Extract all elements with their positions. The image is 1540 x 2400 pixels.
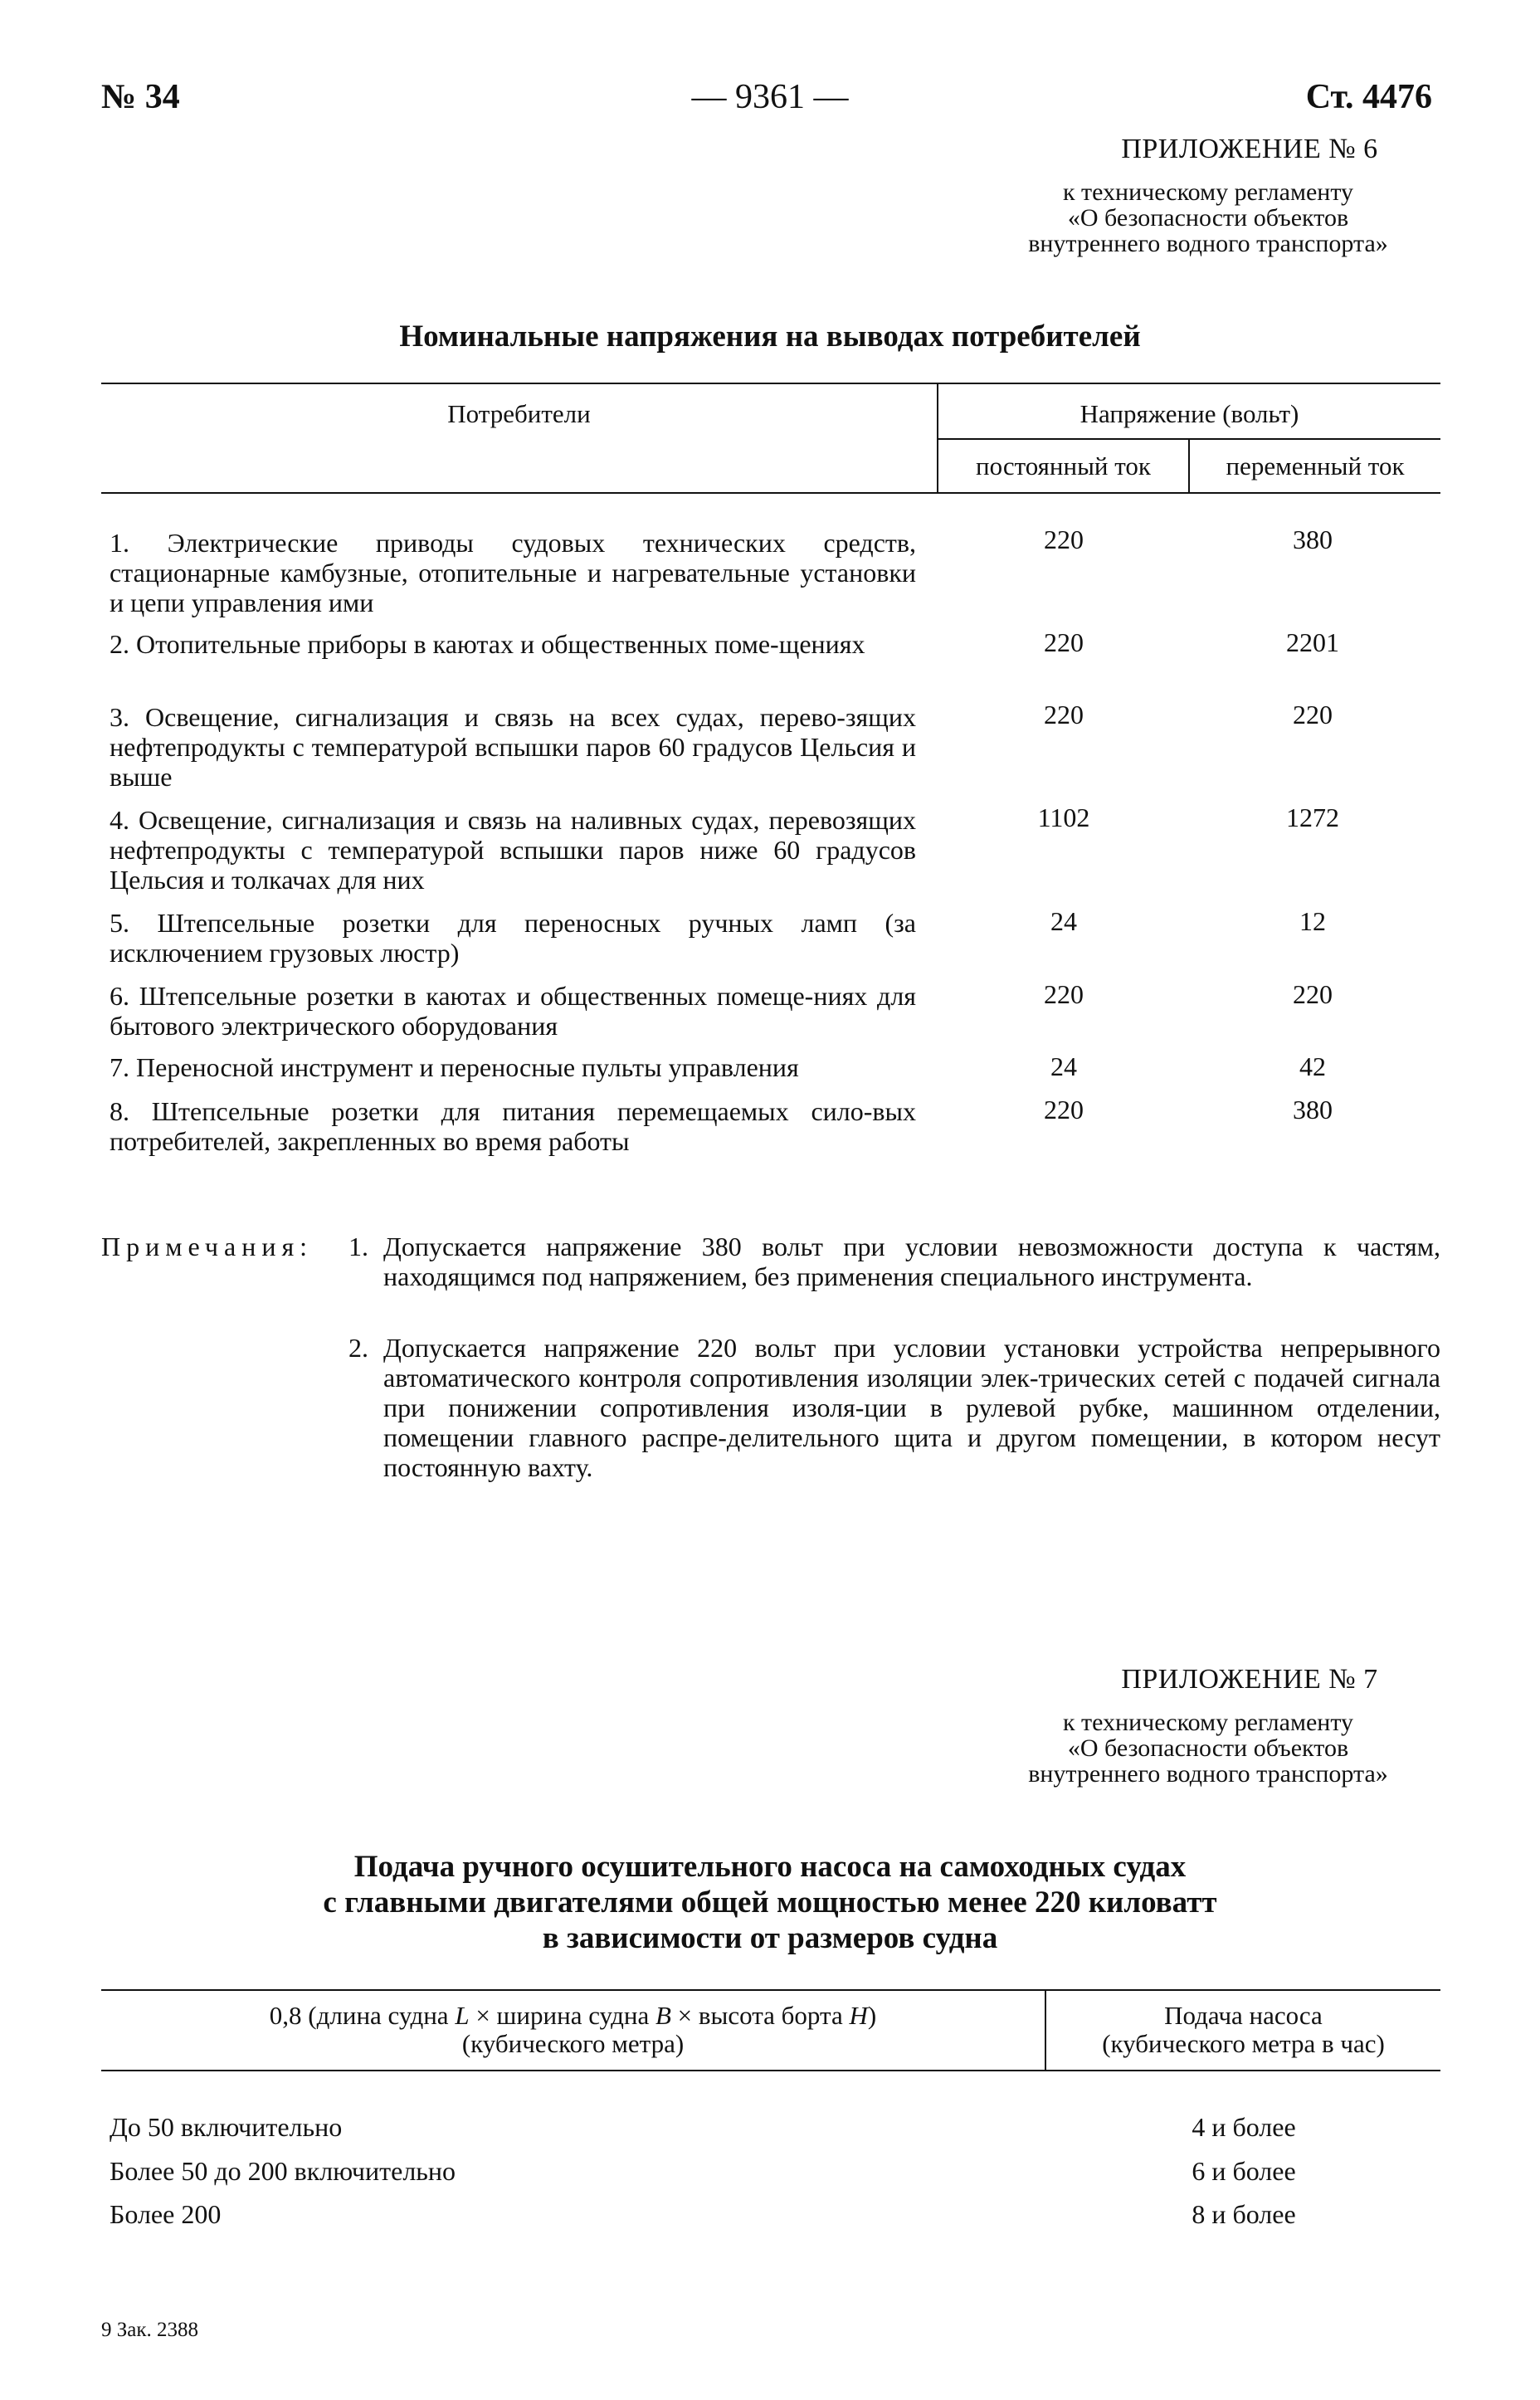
table-row-dc: 220 xyxy=(1044,1095,1084,1124)
table-row-ac: 220 xyxy=(1293,700,1333,729)
table-1-title: Номинальные напряжения на выводах потребителей xyxy=(399,320,1141,354)
note-text: Допускается напряжение 220 вольт при условии установки устройства непрерывного автоматического контроля сопротивления изоляции элек-трических сетей с подачей сигнала при понижении сопротивления изоля-ции в рулевой рубке, машинном отделении, помещении главного распре-делительного щита и другом помещении, в котором несут постоянную вахту. xyxy=(383,1333,1440,1482)
table-row-dc: 24 xyxy=(1050,1051,1077,1081)
note-item xyxy=(348,1232,1440,1291)
footer-order-number: 9 Зак. 2388 xyxy=(101,2319,199,2341)
appendix-7-ref-line: «О безопасности объектов xyxy=(1067,1734,1349,1762)
table-row-ac: 42 xyxy=(1299,1051,1326,1081)
table-row-text: 3. Освещение, сигнализация и связь на всех судах, перево-зящих нефтепродукты с температурой вспышки паров 60 градусов Цельсия и выше xyxy=(110,702,916,792)
column-header-size-line1: 0,8 (длина судна L × ширина судна B × высота борта H) xyxy=(269,2001,877,2030)
table-row-ac: 380 xyxy=(1293,1095,1333,1124)
article-number: Ст. 4476 xyxy=(1305,78,1432,116)
table-2-top-rule xyxy=(101,1989,1440,1991)
table-row-text: 6. Штепсельные розетки в каютах и общественных помеще-ниях для бытового электрического оборудования xyxy=(110,981,916,1041)
table-row-range: Более 200 xyxy=(110,2199,222,2229)
table-2-title-line: с главными двигателями общей мощностью менее 220 киловатт xyxy=(323,1885,1217,1920)
table-row-dc: 220 xyxy=(1044,627,1084,657)
table-row-dc: 220 xyxy=(1044,700,1084,729)
column-header-supply-line2: (кубического метра в час) xyxy=(1102,2029,1385,2058)
table-row-text: 5. Штепсельные розетки для переносных ручных ламп (за исключением грузовых люстр) xyxy=(110,908,916,968)
appendix-7-block xyxy=(851,1663,1432,1787)
appendix-7-ref-line: к техническому регламенту xyxy=(1062,1709,1354,1736)
table-row-dc: 220 xyxy=(1044,979,1084,1009)
table-row-range: Более 50 до 200 включительно xyxy=(110,2156,456,2186)
notes-label: Примечания: xyxy=(101,1232,314,1261)
table-row-ac: 2201 xyxy=(1286,627,1339,657)
appendix-6-ref-line: к техническому регламенту xyxy=(1062,178,1354,206)
appendix-7-number: ПРИЛОЖЕНИЕ № 7 xyxy=(1121,1664,1378,1695)
table-row-dc: 220 xyxy=(1044,524,1084,554)
note-text: Допускается напряжение 380 вольт при условии невозможности доступа к частям, находящимся под напряжением, без применения специального инструмента. xyxy=(383,1232,1440,1291)
column-header-supply-line1: Подача насоса xyxy=(1164,2001,1323,2030)
table-2-title-line: Подача ручного осушительного насоса на самоходных судах xyxy=(353,1850,1187,1884)
table-row-supply: 8 и более xyxy=(1192,2199,1296,2229)
table-row-supply: 6 и более xyxy=(1192,2156,1296,2186)
appendix-6-reference xyxy=(984,179,1432,256)
page-number: — 9361 — xyxy=(691,78,849,116)
appendix-6-ref-line: внутреннего водного транспорта» xyxy=(1028,230,1388,257)
table-1-top-rule xyxy=(101,383,1440,384)
table-row-supply: 4 и более xyxy=(1192,2112,1296,2142)
issue-number: № 34 xyxy=(101,78,180,116)
column-header-voltage: Напряжение (вольт) xyxy=(1079,399,1299,428)
note-item xyxy=(348,1333,1440,1482)
column-header-supply xyxy=(1046,2002,1440,2058)
table-row-text: 2. Отопительные приборы в каютах и общественных поме-щениях xyxy=(110,629,865,659)
appendix-6-number: ПРИЛОЖЕНИЕ № 6 xyxy=(1121,134,1378,164)
column-header-size-line2: (кубического метра) xyxy=(461,2029,685,2058)
table-2-title xyxy=(0,1849,1540,1956)
column-header-size xyxy=(101,2002,1045,2058)
table-row-ac: 1272 xyxy=(1286,802,1339,832)
note-number: 2. xyxy=(348,1333,368,1363)
table-1-header-bottom-rule xyxy=(101,492,1440,494)
column-header-ac: переменный ток xyxy=(1226,451,1405,480)
column-header-consumers: Потребители xyxy=(447,399,591,428)
column-header-dc: постоянный ток xyxy=(976,451,1151,480)
table-row-dc: 24 xyxy=(1050,906,1077,936)
appendix-6-block xyxy=(851,133,1432,256)
table-row-ac: 12 xyxy=(1299,906,1326,936)
appendix-7-reference xyxy=(984,1710,1432,1787)
table-row-range: До 50 включительно xyxy=(110,2112,343,2142)
appendix-7-ref-line: внутреннего водного транспорта» xyxy=(1028,1760,1388,1788)
table-row-text: 1. Электрические приводы судовых технических средств, стационарные камбузные, отопительные и нагревательные установки и цепи управления ими xyxy=(110,528,916,617)
note-number: 1. xyxy=(348,1232,368,1261)
table-row-text: 7. Переносной инструмент и переносные пульты управления xyxy=(110,1052,799,1082)
table-row-text: 8. Штепсельные розетки для питания перемещаемых сило-вых потребителей, закрепленных во время работы xyxy=(110,1096,916,1156)
table-row-ac: 380 xyxy=(1293,524,1333,554)
table-row-ac: 220 xyxy=(1293,979,1333,1009)
appendix-6-ref-line: «О безопасности объектов xyxy=(1067,204,1349,232)
table-row-text: 4. Освещение, сигнализация и связь на наливных судах, перевозящих нефтепродукты с температурой вспышки паров ниже 60 градусов Цельсия и толкачах для них xyxy=(110,805,916,895)
table-row-dc: 1102 xyxy=(1037,802,1090,832)
table-2-title-line: в зависимости от размеров судна xyxy=(542,1921,998,1955)
table-2-header-bottom-rule xyxy=(101,2070,1440,2071)
